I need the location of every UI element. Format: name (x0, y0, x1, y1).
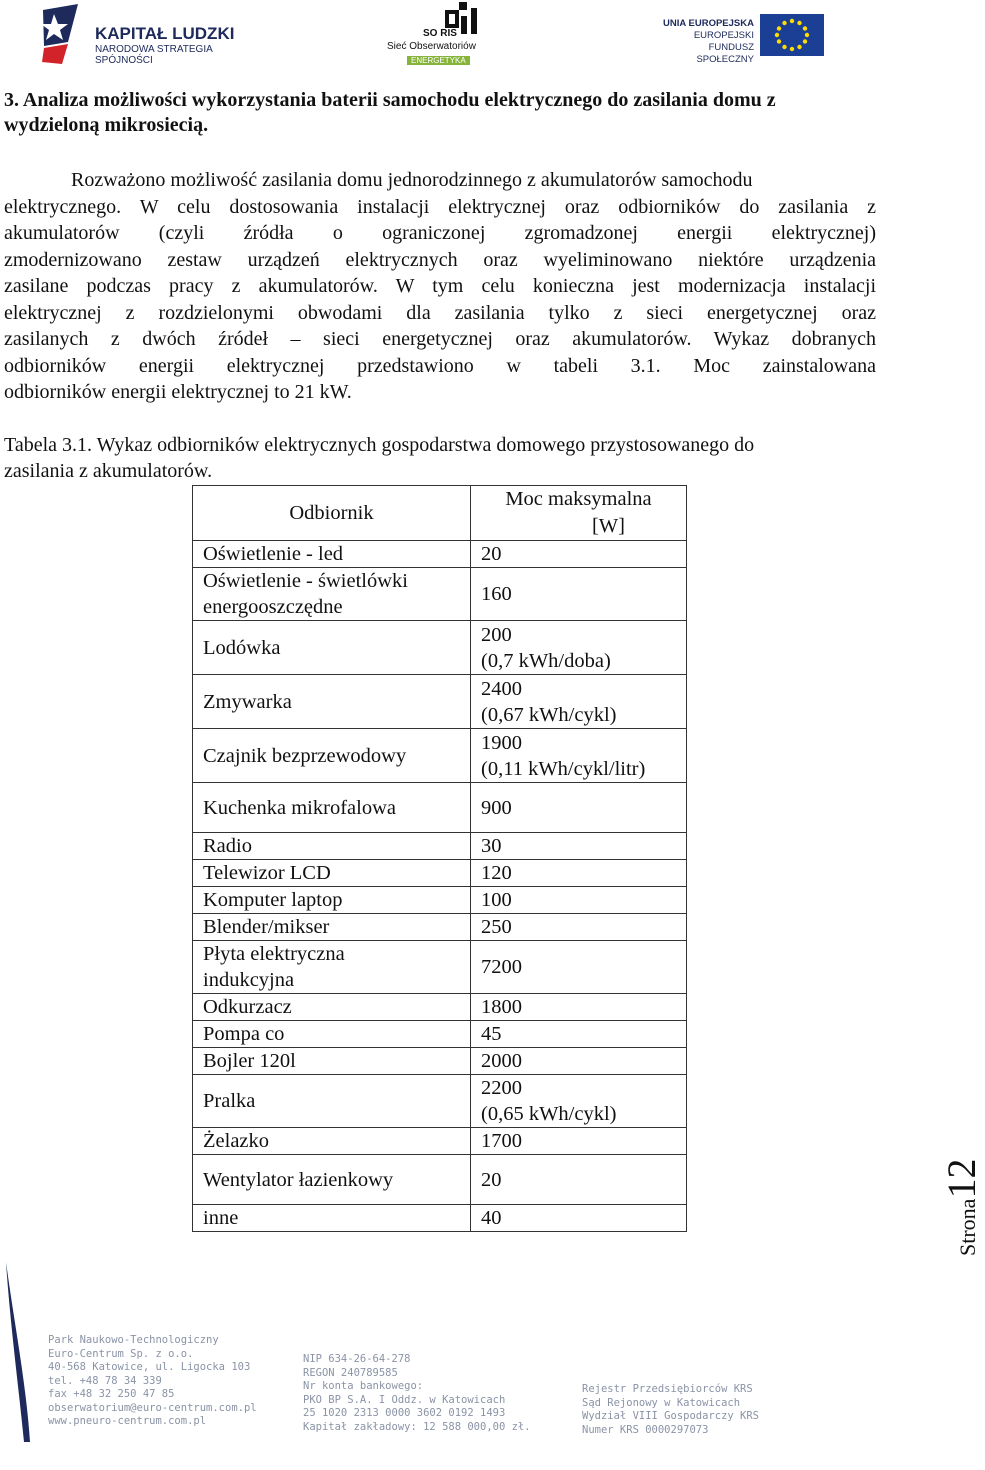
header-power-line: Moc maksymalna (505, 488, 652, 510)
device-power: 2000 (481, 1050, 522, 1072)
paragraph-line: zasilane podczas pracy z akumulatorów. W tym celu konieczna jest modernizacja instalacji (4, 275, 876, 297)
device-power-cell (471, 941, 687, 994)
table-row (193, 1075, 687, 1128)
footer-line: 25 1020 2313 0000 3602 0192 1493 (303, 1407, 506, 1419)
device-name: Czajnik bezprzewodowy (203, 744, 407, 767)
footer-line: Sąd Rejonowy w Katowicach (582, 1396, 741, 1409)
table-row (193, 1205, 687, 1232)
device-power: 2200 (481, 1077, 522, 1099)
device-name-cell (193, 1155, 471, 1205)
footer-line: Kapitał zakładowy: 12 588 000,00 zł. (303, 1420, 531, 1433)
device-name-cell (193, 994, 471, 1021)
device-power: (0,65 kWh/cykl) (481, 1103, 617, 1125)
device-power: 30 (481, 835, 502, 857)
device-power: 100 (481, 889, 512, 911)
device-name: Komputer laptop (203, 889, 343, 911)
device-name: Żelazko (203, 1130, 270, 1152)
device-power: (0,11 kWh/cykl/litr) (481, 757, 646, 780)
table-row (193, 833, 687, 860)
device-name: Lodówka (203, 636, 281, 659)
device-name-cell (193, 860, 471, 887)
paragraph-line: Rozważono możliwość zasilania domu jednorodzinnego z akumulatorów samochodu (71, 169, 753, 191)
device-name-cell (193, 1021, 471, 1048)
table-row (193, 729, 687, 783)
device-name: inne (203, 1207, 239, 1229)
footer-line: fax +48 32 250 47 85 (48, 1388, 175, 1400)
device-name: Pralka (203, 1090, 256, 1112)
soris-subtitle: Sieć Obserwatoriów (387, 41, 476, 52)
device-name-cell (193, 783, 471, 833)
device-name: indukcyjna (203, 969, 295, 991)
footer-line: Numer KRS 0000297073 (582, 1423, 709, 1436)
header-power (471, 486, 687, 541)
eu-line-3: FUNDUSZ SPOŁECZNY (696, 42, 754, 65)
footer-company (48, 1334, 288, 1429)
device-power-cell (471, 860, 687, 887)
footer-line: Wydział VIII Gospodarczy KRS (582, 1410, 760, 1422)
device-power-cell (471, 994, 687, 1021)
header-power-unit: [W] (591, 515, 625, 537)
device-name: Wentylator łazienkowy (203, 1168, 394, 1191)
table-caption (4, 432, 876, 484)
section-paragraph (4, 167, 876, 406)
caption-line: zasilania z akumulatorów. (4, 460, 213, 482)
footer-registry (582, 1383, 822, 1437)
device-power: 45 (481, 1023, 502, 1045)
paragraph-line: akumulatorów (czyli źródła o ograniczonej zgromadzonej energii elektrycznej) (4, 222, 876, 244)
device-power-cell (471, 1021, 687, 1048)
device-power-cell (471, 621, 687, 675)
device-power-cell (471, 1075, 687, 1128)
paragraph-line: elektrycznego. W celu dostosowania instalacji elektrycznej oraz odbiorników do zasilania z (4, 195, 876, 218)
table-row (193, 860, 687, 887)
soris-logo (385, 2, 495, 66)
device-power: 7200 (481, 956, 522, 978)
table-row (193, 1128, 687, 1155)
kapital-ludzki-emblem-icon (38, 2, 88, 66)
page-number-value: 12 (939, 1158, 984, 1199)
device-power-cell (471, 1128, 687, 1155)
device-name-cell (193, 1205, 471, 1232)
soris-name: SO RIS (423, 28, 457, 39)
device-power: 1700 (481, 1130, 522, 1152)
device-power: 2400 (481, 677, 522, 700)
device-power: 20 (481, 543, 502, 565)
eu-line-2: EUROPEJSKI (693, 30, 754, 41)
device-power-cell (471, 1048, 687, 1075)
table-row (193, 941, 687, 994)
device-power: (0,7 kWh/doba) (481, 649, 611, 672)
footer-line: REGON 240789585 (303, 1366, 398, 1379)
device-name: Kuchenka mikrofalowa (203, 796, 396, 819)
device-name: Zmywarka (203, 690, 292, 713)
table-row (193, 994, 687, 1021)
footer-line: www.pneuro-centrum.com.pl (48, 1415, 207, 1427)
device-name-cell (193, 887, 471, 914)
device-name: Telewizor LCD (203, 862, 331, 884)
device-power-cell (471, 675, 687, 729)
device-power: 250 (481, 916, 512, 938)
eu-flag-icon (760, 14, 824, 56)
table-row (193, 783, 687, 833)
paragraph-line: odbiorników energii elektrycznej to 21 kW. (4, 381, 352, 403)
device-name-cell (193, 621, 471, 675)
device-name: energooszczędne (203, 596, 343, 618)
kapital-ludzki-subtitle: NARODOWA STRATEGIA SPÓJNOŚCI (95, 44, 213, 66)
table-row (193, 1021, 687, 1048)
device-name-cell (193, 833, 471, 860)
device-power-cell (471, 541, 687, 568)
kapital-ludzki-logo (38, 2, 248, 66)
footer-line: tel. +48 78 34 339 (48, 1374, 162, 1387)
device-name-cell (193, 914, 471, 941)
page-number (938, 1159, 985, 1256)
device-name: Radio (203, 835, 252, 857)
device-power: 160 (481, 583, 512, 605)
device-power-cell (471, 783, 687, 833)
page-label: Strona (955, 1198, 980, 1256)
header-device: Odbiornik (193, 486, 471, 541)
device-name: Pompa co (203, 1023, 285, 1045)
device-name: Blender/mikser (203, 916, 330, 938)
device-name-cell (193, 1128, 471, 1155)
paragraph-line: odbiorników energii elektrycznej przedstawiono w tabeli 3.1. Moc zainstalowana (4, 354, 876, 377)
device-power-cell (471, 729, 687, 783)
footer-line: NIP 634-26-64-278 (303, 1353, 411, 1365)
section-heading: 3. Analiza możliwości wykorzystania baterii samochodu elektrycznego do zasilania domu z wydzieloną mikrosiecią. (4, 89, 776, 136)
device-power: 1800 (481, 996, 522, 1018)
footer-line: Park Naukowo-Technologiczny (48, 1334, 219, 1346)
table-row (193, 914, 687, 941)
footer-line: Rejestr Przedsiębiorców KRS (582, 1383, 753, 1395)
table-row (193, 1155, 687, 1205)
device-power-cell (471, 887, 687, 914)
paragraph-line: zasilanych z dwóch źródeł – sieci energetycznej oraz akumulatorów. Wykaz dobranych (4, 328, 876, 350)
device-power: 200 (481, 623, 512, 646)
device-name-cell (193, 568, 471, 621)
soris-energetyka-badge: ENERGETYKA (407, 56, 470, 65)
footer-line: PKO BP S.A. I Oddz. w Katowicach (303, 1393, 506, 1406)
device-power: 1900 (481, 731, 522, 754)
footer-line: obserwatorium@euro-centrum.com.pl (48, 1401, 257, 1414)
devices-table (192, 485, 687, 1232)
device-power-cell (471, 568, 687, 621)
table-header-row (193, 486, 687, 541)
device-name-cell (193, 1048, 471, 1075)
paragraph-line: zmodernizowano zestaw urządzeń elektrycznych oraz wyeliminowano niektóre urządzenia (4, 248, 876, 271)
device-name-cell (193, 1075, 471, 1128)
device-name: Oświetlenie - świetlówki (203, 570, 408, 592)
device-name: Odkurzacz (203, 996, 292, 1018)
device-power: 120 (481, 862, 512, 884)
device-name-cell (193, 729, 471, 783)
device-power: 20 (481, 1168, 502, 1191)
kapital-ludzki-title: KAPITAŁ LUDZKI (95, 24, 235, 43)
device-power-cell (471, 914, 687, 941)
footer-line: Euro-Centrum Sp. z o.o. (48, 1347, 194, 1360)
device-name-cell (193, 541, 471, 568)
table-row (193, 1048, 687, 1075)
table-row (193, 541, 687, 568)
footer-swoosh-icon (4, 1262, 34, 1442)
table-body (193, 541, 687, 1232)
footer-line: Nr konta bankowego: (303, 1380, 424, 1392)
caption-line: Tabela 3.1. Wykaz odbiorników elektrycznych gospodarstwa domowego przystosowanego do (4, 434, 755, 456)
eu-line-1: UNIA EUROPEJSKA (663, 18, 754, 29)
device-name-cell (193, 941, 471, 994)
device-name: Płyta elektryczna (203, 943, 345, 965)
device-power-cell (471, 1155, 687, 1205)
footer-line: 40-568 Katowice, ul. Ligocka 103 (48, 1361, 251, 1373)
table-row (193, 568, 687, 621)
table-row (193, 675, 687, 729)
device-power: 40 (481, 1207, 502, 1229)
table-row (193, 621, 687, 675)
device-name: Oświetlenie - led (203, 543, 344, 565)
paragraph-line: elektrycznej z rozdzielonymi obwodami dla zasilania tylko z sieci energetycznej oraz (4, 301, 876, 324)
device-name: Bojler 120l (203, 1050, 296, 1072)
device-power-cell (471, 833, 687, 860)
eu-logo (650, 14, 826, 65)
table-row (193, 887, 687, 914)
footer-bank (303, 1353, 543, 1434)
device-power: (0,67 kWh/cykl) (481, 703, 617, 726)
device-name-cell (193, 675, 471, 729)
device-power: 900 (481, 796, 512, 819)
device-power-cell (471, 1205, 687, 1232)
